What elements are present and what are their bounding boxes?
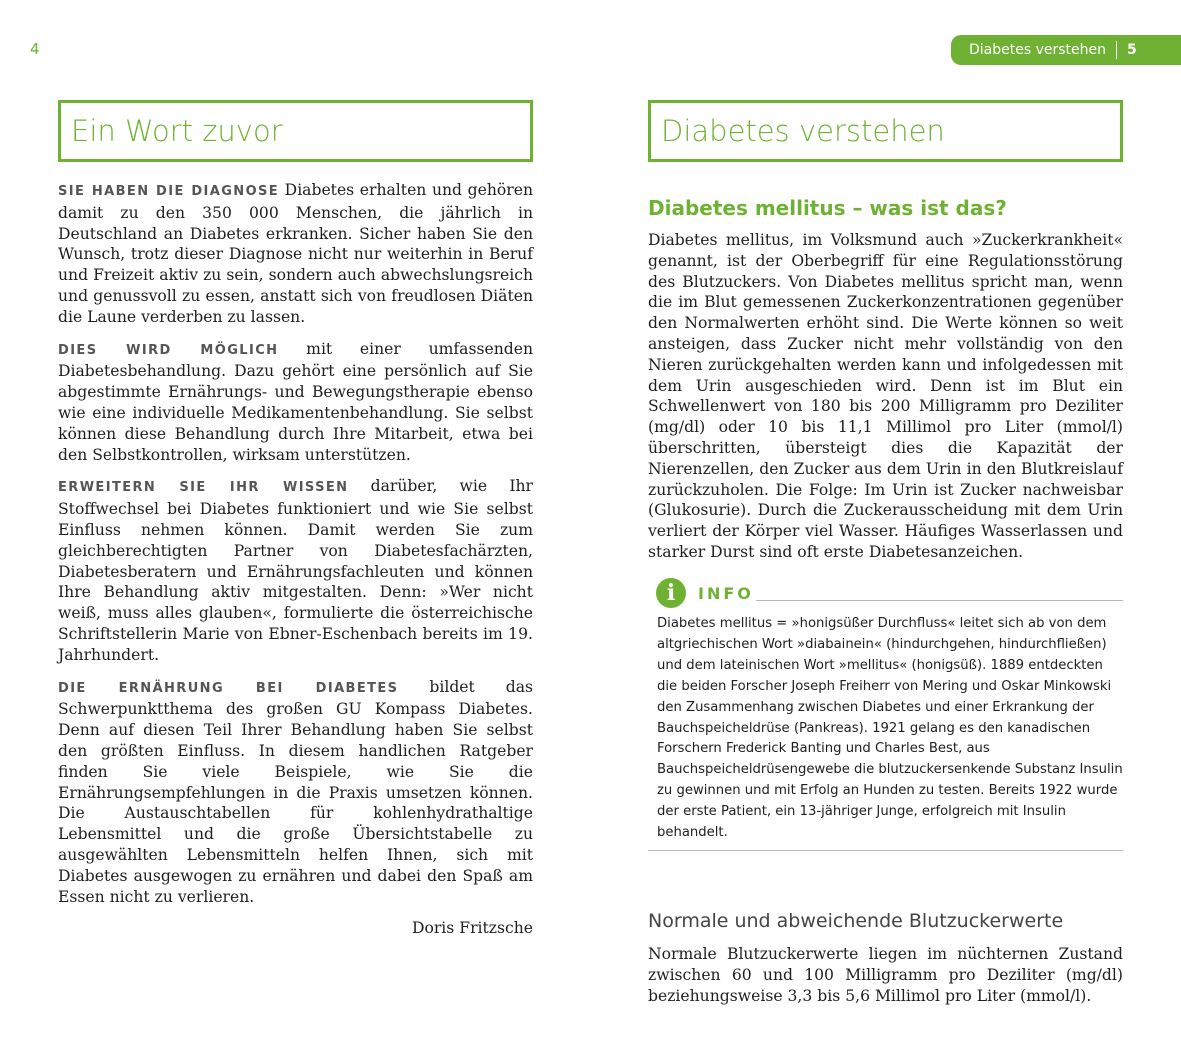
info-box-header <box>656 578 1123 610</box>
author-signature: Doris Fritzsche <box>411 919 533 938</box>
paragraph <box>58 339 533 466</box>
paragraph <box>58 677 533 908</box>
paragraph-text: Diabetes erhalten und gehören damit zu den 350 000 Menschen, die jährlich in Deutschland an Diabetes erkranken. Sicher haben Sie den Wunsch, trotz dieser Diagnose nicht nur weiterhin in Beruf und Freizeit aktiv zu sein, sondern auch abwechslungsreich und genussvoll zu essen, anstatt sich von freudlosen Diäten die Laune verderben zu lassen. <box>58 181 533 326</box>
right-page-body-2 <box>648 944 1123 1017</box>
info-box-text: Diabetes mellitus = »honigsüßer Durchfluss« leitet sich ab von dem altgriechischen Wort »diabainein« (hindurchgehen, hindurchfließen) und dem lateinischen Wort »mellitus« (honigsüß). 1889 entdeckten die beiden Forscher Joseph Freiherr von Mering und Oskar Minkowski den Zusammenhang zwischen Diabetes und einer Erkrankung der Bauchspeicheldrüse (Pankreas). 1921 gelang es den kanadischen Forschern Frederick Banting und Charles Best, aus Bauchspeicheldrüsengewebe die blutzuckersenkende Substanz Insulin zu gewinnen und mit Erfolg an Hunden zu testen. Bereits 1922 wurde der erste Patient, ein 13-jähriger Junge, erfolgreich mit Insulin behandelt. <box>657 616 1123 841</box>
left-page-number: 4 <box>30 40 40 58</box>
left-page-title: Ein Wort zuvor <box>58 100 533 162</box>
left-page-body <box>58 180 533 939</box>
section-title: Diabetes verstehen <box>953 41 1117 59</box>
paragraph-lead: ERWEITERN SIE IHR WISSEN <box>58 480 349 496</box>
section-subheading-2: Normale und abweichende Blutzuckerwerte <box>648 910 1064 932</box>
info-divider <box>756 600 1123 601</box>
section-header-tab <box>951 35 1181 65</box>
paragraph: Normale Blutzuckerwerte liegen im nüchternen Zustand zwischen 60 und 100 Milligramm pro Deziliter (mg/dl) beziehungsweise 3,3 bis 5,6 Millimol pro Liter (mmol/l). <box>648 945 1123 1005</box>
paragraph: Diabetes mellitus, im Volksmund auch »Zuckerkrankheit« genannt, ist der Oberbegriff für eine Regulationsstörung des Blutzuckers. Von Diabetes mellitus spricht man, wenn die im Blut gemessenen Zuckerkonzentrationen gegenüber den Normalwerten erhöht sind. Die Werte können so weit ansteigen, dass Zucker nicht mehr vollständig von den Nieren zurückgehalten werden kann und infolgedessen mit dem Urin ausgeschieden wird. Denn ist im Blut ein Schwellenwert von 180 bis 200 Milligramm pro Deziliter (mg/dl) oder 10 bis 11,1 Millimol pro Liter (mmol/l) überschritten, übersteigt dies die Kapazität der Nierenzellen, den Zucker aus dem Urin in den Blutkreislauf zurückzuholen. Die Folge: Im Urin ist Zucker nachweisbar (Glukosurie). Durch die Zuckerausscheidung mit dem Urin verliert der Körper viel Wasser. Häufiges Wasserlassen und starker Durst sind oft erste Diabetesanzeichen. <box>648 231 1123 561</box>
paragraph-text: darüber, wie Ihr Stoffwechsel bei Diabetes funktioniert und wie Sie selbst Einfluss nehmen können. Damit werden Sie zum gleichberechtigten Partner von Diabetesfachärzten, Diabetesberatern und Ernährungsfachleuten und können Ihre Behandlung aktiv mitgestalten. Denn: »Wer nicht weiß, muss alles glauben«, formulierte die österreichische Schriftstellerin Marie von Ebner-Eschenbach bereits im 19. Jahrhundert. <box>58 477 533 664</box>
paragraph <box>58 476 533 665</box>
info-label: INFO <box>698 584 754 603</box>
info-icon: i <box>656 578 686 608</box>
paragraph-lead: DIE ERNÄHRUNG BEI DIABETES <box>58 680 399 696</box>
paragraph-lead: SIE HABEN DIE DIAGNOSE <box>58 184 280 199</box>
right-page-title: Diabetes verstehen <box>648 100 1123 162</box>
paragraph <box>58 180 533 328</box>
info-box-bottom-rule <box>648 850 1123 851</box>
section-subheading: Diabetes mellitus – was ist das? <box>648 196 1007 220</box>
paragraph-text: bildet das Schwerpunktthema des großen GU Kompass Diabetes. Denn auf diesen Teil Ihrer Behandlung haben Sie selbst den größten Einfluss. In diesem handlichen Ratgeber finden Sie viele Beispiele, wie Sie die Ernährungsempfehlungen in die Praxis umsetzen können. Die Austauschtabellen für kohlenhydrathaltige Lebensmittel und die große Übersichtstabelle zu ausgewählten Lebensmitteln helfen Ihnen, sich mit Diabetes ausgewogen zu ernähren und dabei den Spaß am Essen nicht zu verlieren. <box>58 677 533 906</box>
right-page-body <box>648 230 1123 574</box>
paragraph-lead: DIES WIRD MÖGLICH <box>58 342 279 358</box>
right-page-number: 5 <box>1127 42 1137 58</box>
paragraph-text: mit einer umfassenden Diabetesbehandlung. Dazu gehört eine persönlich auf Sie abgestimmte Ernährungs- und Bewegungstherapie ebenso wie eine individuelle Medikamentenbehandlung. Sie selbst können diese Behandlung durch Ihre Mitarbeit, etwa bei den Selbstkontrollen, wirksam unterstützen. <box>58 339 534 464</box>
